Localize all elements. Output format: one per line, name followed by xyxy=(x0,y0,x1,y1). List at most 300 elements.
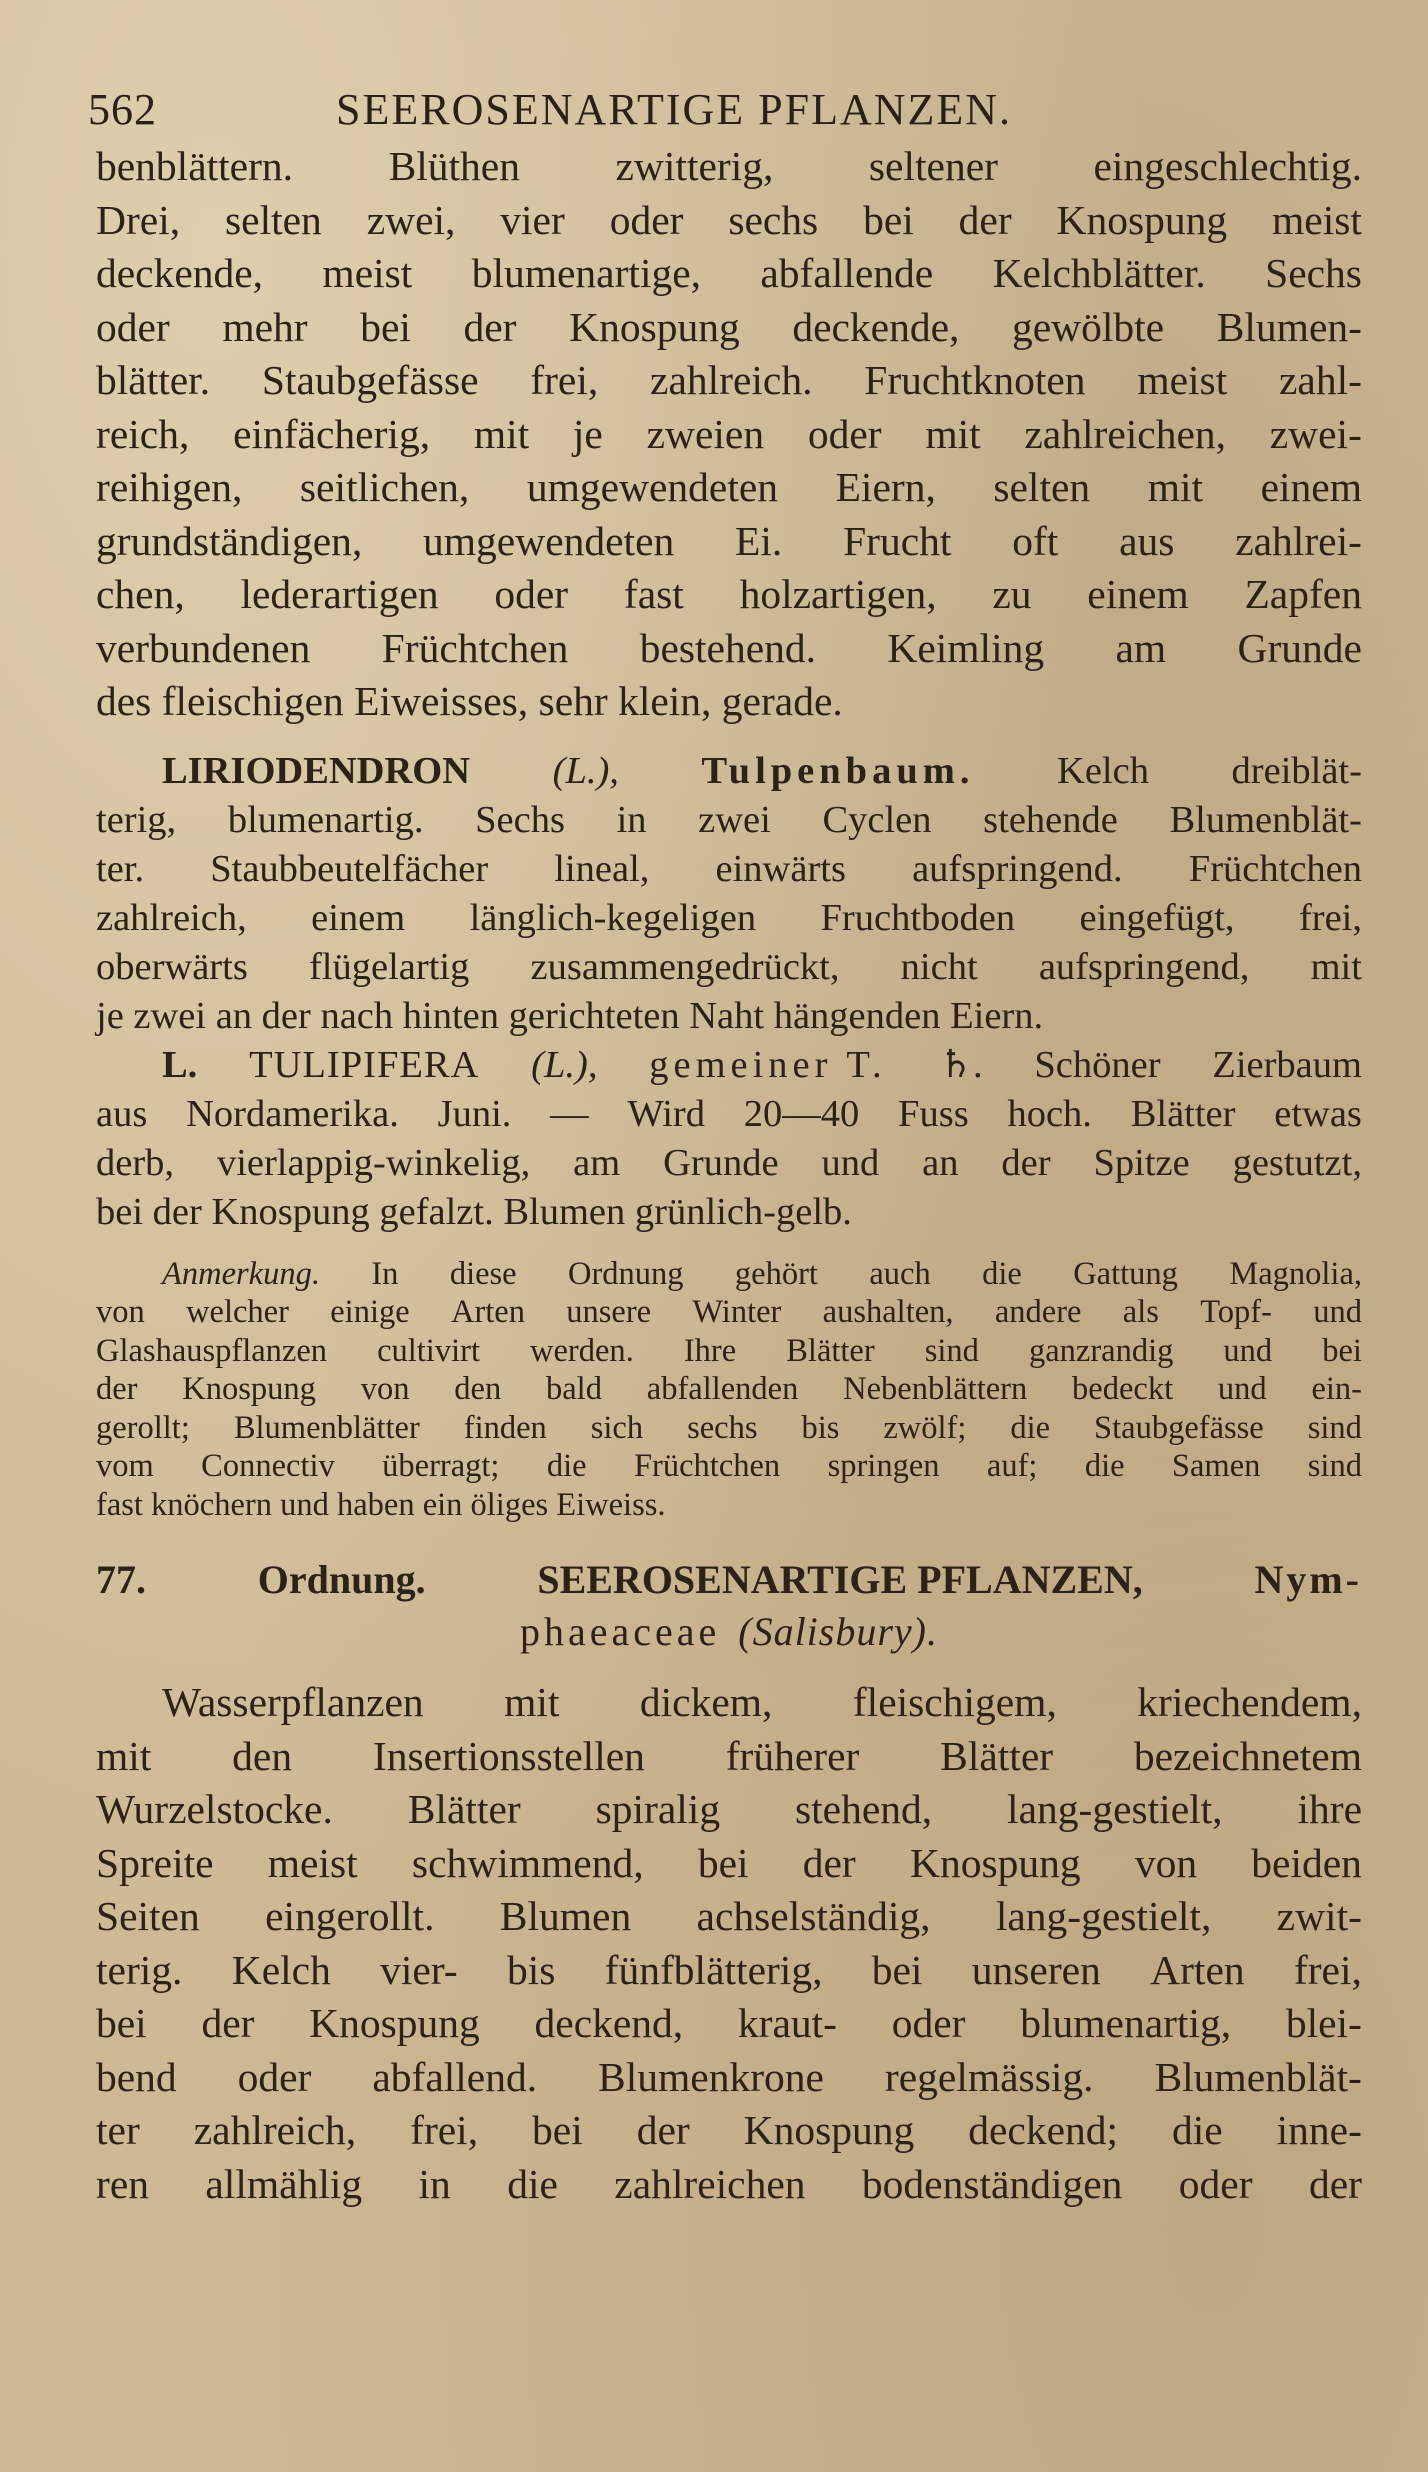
word: die xyxy=(507,2160,558,2207)
word: die xyxy=(982,1255,1022,1292)
word: bei xyxy=(871,1946,923,1993)
word: dreiblät- xyxy=(1231,749,1362,792)
text-line xyxy=(96,845,1362,894)
word: Früchtchen xyxy=(381,624,569,671)
word: zwölf; xyxy=(883,1409,967,1446)
word: lederartigen xyxy=(240,571,439,617)
word: der xyxy=(96,1371,138,1407)
word: deckend; xyxy=(968,2107,1119,2153)
word: Frucht xyxy=(843,517,952,564)
note-label: Anmerkung. xyxy=(162,1255,320,1292)
word: Fuss xyxy=(898,1092,969,1135)
genus-first-line xyxy=(96,747,1362,796)
word: Knospung xyxy=(909,1839,1081,1886)
word: sind xyxy=(1307,1448,1362,1484)
word: chen, xyxy=(96,571,185,617)
word: meist xyxy=(1272,196,1362,243)
word: Wasserpflanzen xyxy=(162,1679,424,1725)
word: bei xyxy=(863,196,914,243)
word: die xyxy=(546,1448,587,1484)
word: Blätter xyxy=(1130,1092,1236,1135)
note-first-line xyxy=(96,1255,1362,1294)
text-line xyxy=(96,194,1362,248)
word: und xyxy=(1223,1332,1273,1369)
word: gewölbte xyxy=(1011,303,1165,350)
text-line xyxy=(96,2051,1362,2105)
word: zahlreich, xyxy=(193,2107,357,2153)
species-common-name: gemeiner T. xyxy=(649,1043,887,1086)
word: Drei, xyxy=(96,196,181,243)
word: stehende xyxy=(983,798,1118,841)
word: ihre xyxy=(1297,1786,1362,1832)
word: Grunde xyxy=(663,1141,779,1184)
text-line xyxy=(96,894,1362,943)
word: oft xyxy=(1012,517,1059,564)
word: bedeckt xyxy=(1072,1371,1174,1407)
word: Ordnung xyxy=(567,1255,684,1292)
word: als xyxy=(1122,1294,1159,1330)
word: den xyxy=(232,1732,293,1779)
word: schwimmend, xyxy=(411,1839,644,1886)
word: Zierbaum xyxy=(1212,1043,1362,1086)
word: bald xyxy=(546,1371,602,1407)
word: abfallend. xyxy=(372,2053,538,2100)
word: der xyxy=(636,2107,690,2153)
word: Kelchblätter. xyxy=(992,250,1206,296)
word: bei xyxy=(697,1839,749,1886)
word: Knospung xyxy=(743,2107,915,2153)
word: bei der Knospung gefalzt. Blumen grünlich-gelb. xyxy=(96,1190,852,1233)
word: gestutzt, xyxy=(1232,1141,1362,1184)
word: flügelartig xyxy=(308,945,470,988)
word: zahlreich, xyxy=(96,896,247,939)
word: einwärts xyxy=(715,847,846,890)
word: zahl- xyxy=(1279,357,1362,403)
text-line xyxy=(96,2158,1362,2212)
word: bestehend. xyxy=(639,624,817,671)
word: oder xyxy=(1178,2160,1253,2207)
word: mit xyxy=(1147,464,1204,510)
word: der xyxy=(958,196,1012,243)
word: länglich-kegeligen xyxy=(469,896,757,939)
word: springen xyxy=(827,1448,940,1484)
word: zahlreich. xyxy=(650,357,813,403)
text-line xyxy=(96,1890,1362,1944)
word: frei, xyxy=(410,2107,479,2153)
word: Nebenblättern xyxy=(843,1371,1028,1407)
text-line xyxy=(96,796,1362,845)
order-title: SEEROSENARTIGE PFLANZEN, xyxy=(537,1557,1143,1602)
genus-common-name: Tulpenbaum. xyxy=(701,749,975,792)
running-title: SEEROSENARTIGE PFLANZEN. xyxy=(336,85,1013,134)
word: deckende, xyxy=(96,250,264,296)
word: des fleischigen Eiweisses, sehr klein, gerade. xyxy=(96,678,843,724)
word: umgewendeten xyxy=(423,517,675,564)
word: Fruchtknoten xyxy=(864,357,1086,403)
paragraph-continued xyxy=(96,140,1362,729)
word: an xyxy=(922,1141,959,1184)
word: selten xyxy=(225,196,322,243)
text-line xyxy=(96,301,1362,355)
word: zusammengedrückt, xyxy=(530,945,840,988)
word: oder xyxy=(609,196,684,243)
word: mit xyxy=(1310,945,1362,988)
word: Winter xyxy=(692,1294,782,1330)
word: vier xyxy=(500,196,565,243)
species-author: (L.), xyxy=(531,1043,598,1086)
word: in xyxy=(616,798,647,841)
word: Knospung xyxy=(569,303,740,350)
order-number: 77. xyxy=(96,1557,146,1602)
word: Kelch xyxy=(1057,749,1149,792)
word: fünfblätterig, xyxy=(604,1946,823,1993)
word: früherer xyxy=(725,1732,860,1779)
note-anmerkung xyxy=(96,1255,1362,1525)
word: vierlappig-winkelig, xyxy=(216,1141,531,1184)
word: terig, xyxy=(96,798,177,841)
word: oberwärts xyxy=(96,945,248,988)
word: frei, xyxy=(1293,1946,1362,1993)
word: bei xyxy=(96,2000,147,2046)
word: der xyxy=(1001,1141,1051,1184)
word: Nordamerika. xyxy=(186,1092,399,1135)
word: sechs xyxy=(687,1409,758,1446)
word: nicht xyxy=(900,945,978,988)
word: bis xyxy=(801,1409,840,1446)
word: lineal, xyxy=(554,847,650,890)
book-page xyxy=(88,84,1362,2211)
word: seitlichen, xyxy=(299,464,470,510)
word: der xyxy=(201,2000,255,2046)
word: etwas xyxy=(1274,1092,1362,1135)
word: sind xyxy=(1307,1409,1362,1446)
species-first-line xyxy=(96,1041,1362,1090)
word: welcher xyxy=(186,1294,289,1330)
word: Früchtchen xyxy=(633,1448,781,1484)
word: Arten xyxy=(450,1294,525,1330)
text-line xyxy=(96,992,1362,1041)
text-line xyxy=(96,1370,1362,1409)
text-line xyxy=(96,1783,1362,1837)
word: bei xyxy=(360,303,411,350)
word: inne- xyxy=(1276,2107,1362,2153)
order-heading xyxy=(96,1554,1362,1658)
word: finden xyxy=(463,1409,547,1446)
word: ganzrandig xyxy=(1028,1332,1174,1369)
word: achselständig, xyxy=(696,1893,931,1939)
word: bezeichnetem xyxy=(1133,1732,1362,1779)
text-line xyxy=(96,1409,1362,1448)
word: bis xyxy=(506,1946,556,1993)
word: auch xyxy=(869,1255,931,1292)
word: von xyxy=(96,1294,145,1330)
word: und xyxy=(1217,1371,1267,1407)
text-line xyxy=(96,1944,1362,1998)
text-line xyxy=(96,1676,1362,1730)
word: frei, xyxy=(1298,896,1362,939)
species-epithet: TULIPIFERA xyxy=(249,1043,480,1086)
word: überragt; xyxy=(382,1448,500,1484)
word: Blüthen xyxy=(388,143,520,189)
word: eingeschlechtig. xyxy=(1093,143,1362,189)
word: benblättern. xyxy=(96,143,294,189)
text-line xyxy=(96,1486,1362,1525)
word: zwei- xyxy=(1269,410,1362,457)
word: aushalten, xyxy=(822,1294,954,1330)
word: Ihre xyxy=(683,1332,737,1369)
word: Knospung xyxy=(309,2000,480,2046)
word: Spitze xyxy=(1093,1141,1190,1184)
word: einige xyxy=(330,1294,410,1330)
word: Insertionsstellen xyxy=(372,1732,645,1779)
word: eingefügt, xyxy=(1079,896,1235,939)
word: spiralig xyxy=(595,1786,721,1832)
word: zweien xyxy=(646,410,765,457)
word: Knospung xyxy=(1056,196,1228,243)
word: abfallenden xyxy=(646,1371,799,1407)
word: ein- xyxy=(1311,1371,1362,1407)
word: umgewendeten xyxy=(526,464,779,510)
word: frei, xyxy=(530,357,599,403)
word: zahlreichen xyxy=(614,2160,806,2207)
word: die xyxy=(1010,1409,1051,1446)
text-line xyxy=(96,1837,1362,1891)
word: gehört xyxy=(734,1255,818,1292)
word: reihigen, xyxy=(96,464,243,510)
word: bodenständigen xyxy=(861,2160,1123,2207)
word: andere xyxy=(994,1294,1082,1330)
word: Arten xyxy=(1150,1946,1245,1993)
order-heading-line-1 xyxy=(96,1554,1362,1606)
word: allmählig xyxy=(205,2160,363,2207)
word: Wurzelstocke. xyxy=(96,1786,333,1832)
word: zahlreichen, xyxy=(1024,410,1226,457)
word: Grunde xyxy=(1237,624,1362,671)
word: seltener xyxy=(868,143,998,189)
word: Staubgefässe xyxy=(1094,1409,1264,1446)
text-line xyxy=(96,247,1362,301)
order-author: (Salisbury). xyxy=(738,1609,939,1654)
word: Samen xyxy=(1171,1448,1261,1484)
text-line xyxy=(96,1997,1362,2051)
genus-author: (L.), xyxy=(552,749,619,792)
word: die xyxy=(1171,2107,1223,2153)
order-heading-line-2 xyxy=(96,1606,1362,1658)
word: Früchtchen xyxy=(1188,847,1362,890)
word: je zwei an der nach hinten gerichteten Naht hängenden Eiern. xyxy=(96,994,1044,1037)
word: hoch. xyxy=(1007,1092,1092,1135)
word: aufspringend, xyxy=(1038,945,1250,988)
word: 20—40 xyxy=(743,1092,860,1135)
text-line xyxy=(96,622,1362,676)
text-line xyxy=(96,515,1362,569)
word: Blumenkrone xyxy=(598,2053,824,2100)
word: blätter. xyxy=(96,357,211,403)
word: selten xyxy=(993,464,1091,510)
word: eingerollt. xyxy=(265,1893,435,1939)
word: meist xyxy=(1137,357,1228,403)
word: oder xyxy=(96,303,170,350)
word: werden. xyxy=(530,1332,634,1369)
species-tulipifera xyxy=(96,1041,1362,1237)
word: kraut- xyxy=(737,2000,837,2046)
text-line xyxy=(96,568,1362,622)
order-description xyxy=(96,1676,1362,2211)
word: gerollt; xyxy=(96,1409,190,1446)
word: blei- xyxy=(1285,2000,1362,2046)
word: mit xyxy=(96,1732,152,1779)
word: zwitterig, xyxy=(615,143,774,189)
word: mit xyxy=(925,410,981,457)
word: holzartigen, xyxy=(739,571,937,617)
genus-name: LIRIODENDRON xyxy=(162,749,471,792)
page-header xyxy=(88,84,1362,140)
word: grundständigen, xyxy=(96,517,363,564)
word: Magnolia, xyxy=(1229,1255,1362,1292)
word: Staubbeutelfächer xyxy=(210,847,489,890)
word: Wird xyxy=(627,1092,706,1135)
word: kriechendem, xyxy=(1137,1679,1362,1725)
word: oder xyxy=(807,410,882,457)
word: — xyxy=(550,1092,589,1135)
word: und xyxy=(821,1141,880,1184)
word: Blumen- xyxy=(1216,303,1362,350)
word: in xyxy=(418,2160,451,2207)
word: beiden xyxy=(1251,1839,1362,1886)
word: reich, xyxy=(96,410,190,457)
word: und xyxy=(1313,1294,1362,1330)
word: Blumen xyxy=(499,1893,632,1939)
word: abfallende xyxy=(760,250,934,296)
word: einem xyxy=(1087,571,1189,617)
word: Blätter xyxy=(786,1332,875,1369)
text-line xyxy=(96,1730,1362,1784)
word: bei xyxy=(1322,1332,1362,1369)
order-latin-start: Nym- xyxy=(1254,1557,1362,1602)
word: vom xyxy=(96,1448,154,1484)
word: deckende, xyxy=(792,303,960,350)
genus-liriodendron xyxy=(96,747,1362,1041)
word: deckend, xyxy=(534,2000,684,2046)
word: meist xyxy=(322,250,413,296)
word: einfächerig, xyxy=(233,410,431,457)
word: den xyxy=(454,1371,502,1407)
text-line xyxy=(96,675,1362,729)
word: Spreite xyxy=(96,1839,214,1886)
text-line xyxy=(96,1090,1362,1139)
word: meist xyxy=(267,1839,358,1886)
word: terig. xyxy=(96,1946,183,1993)
word: Zapfen xyxy=(1244,571,1362,617)
word: Blätter xyxy=(940,1732,1054,1779)
word: lang-gestielt, xyxy=(1007,1786,1223,1832)
text-line xyxy=(96,461,1362,515)
word: blumenartig, xyxy=(1020,2000,1232,2046)
text-line xyxy=(96,354,1362,408)
word: stehend, xyxy=(794,1786,933,1832)
word: cultivirt xyxy=(377,1332,480,1369)
word: ren xyxy=(96,2160,149,2207)
word: auf; xyxy=(986,1448,1038,1484)
word: von xyxy=(1134,1839,1198,1886)
text-line xyxy=(96,1188,1362,1237)
word: fast xyxy=(623,571,684,617)
word: blumenartig. xyxy=(227,798,424,841)
word: am xyxy=(573,1141,621,1184)
word: sind xyxy=(924,1332,979,1369)
word: regelmässig. xyxy=(884,2053,1094,2100)
word: derb, xyxy=(96,1141,175,1184)
word: Sechs xyxy=(475,798,565,841)
word: Glashauspflanzen xyxy=(96,1332,328,1369)
word: Blumenblätter xyxy=(233,1409,420,1446)
word: In xyxy=(371,1255,399,1292)
text-line xyxy=(96,2104,1362,2158)
word: einem xyxy=(311,896,406,939)
word: oder xyxy=(494,571,569,617)
species-abbrev: L. xyxy=(162,1043,198,1086)
text-line xyxy=(96,140,1362,194)
word: der xyxy=(463,303,517,350)
word: mit xyxy=(473,410,530,457)
word: Blumenblät- xyxy=(1169,798,1362,841)
word: Ei. xyxy=(735,517,783,564)
word: mit xyxy=(504,1679,560,1725)
word: Sechs xyxy=(1265,250,1362,296)
word: einem xyxy=(1260,464,1362,510)
word: je xyxy=(572,410,603,457)
word: dickem, xyxy=(639,1679,773,1725)
word: Juni. xyxy=(437,1092,512,1135)
word: von xyxy=(360,1371,410,1407)
word: zwit- xyxy=(1276,1893,1362,1939)
tree-symbol: ♄. xyxy=(938,1043,983,1086)
word: zwei xyxy=(698,798,771,841)
word: vier- xyxy=(380,1946,458,1993)
word: aufspringend. xyxy=(912,847,1123,890)
word: ter. xyxy=(96,847,145,890)
word: Knospung xyxy=(182,1371,316,1407)
word: Keimling xyxy=(887,624,1045,671)
word: ter xyxy=(96,2107,140,2153)
word: Cyclen xyxy=(822,798,932,841)
word: Topf- xyxy=(1200,1294,1272,1330)
word: Blätter xyxy=(407,1786,521,1832)
word: Staubgefässe xyxy=(261,357,479,403)
word: Gattung xyxy=(1073,1255,1178,1292)
word: Blumenblät- xyxy=(1154,2053,1362,2100)
word: aus xyxy=(1119,517,1175,564)
order-latin-end: phaeaceae xyxy=(519,1609,721,1654)
text-line xyxy=(96,1332,1362,1371)
word: oder xyxy=(237,2053,312,2100)
word: mehr xyxy=(222,303,308,350)
word: zahlrei- xyxy=(1235,517,1362,564)
text-line xyxy=(96,1139,1362,1188)
word: der xyxy=(1308,2160,1362,2207)
page-number: 562 xyxy=(88,85,157,134)
word: bei xyxy=(532,2107,583,2153)
word: fast knöchern und haben ein öliges Eiweiss. xyxy=(96,1486,666,1523)
word: der xyxy=(802,1839,856,1886)
word: zwei, xyxy=(366,196,456,243)
word: sich xyxy=(590,1409,644,1446)
word: blumenartige, xyxy=(471,250,702,296)
word: unseren xyxy=(971,1946,1101,1993)
word: Kelch xyxy=(231,1946,331,1993)
word: diese xyxy=(449,1255,517,1292)
word: Eiern, xyxy=(835,464,936,510)
